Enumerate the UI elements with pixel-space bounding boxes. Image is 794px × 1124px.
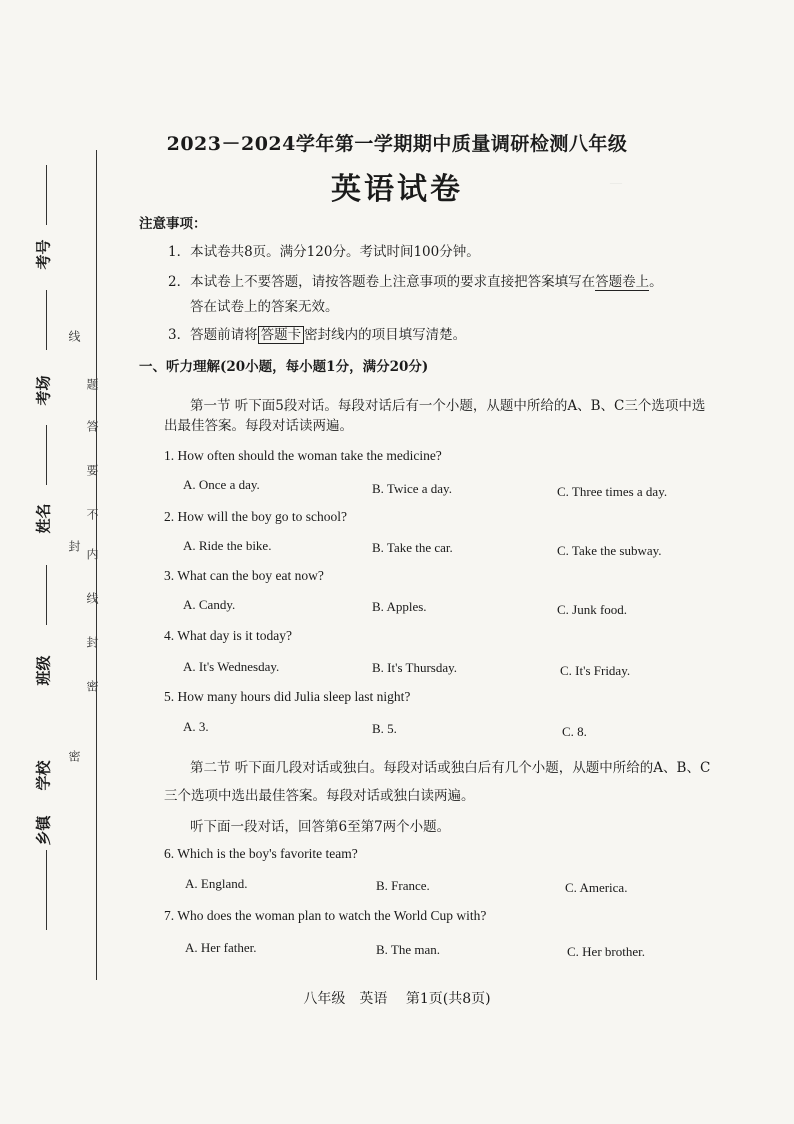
seal-word: 答 [85, 420, 99, 432]
note-item-3-text: 3．答题前请将 [168, 327, 258, 343]
seal-word: 密 [85, 680, 99, 692]
option-c: C. It's Friday. [560, 663, 631, 678]
part1-instructions-2: 出最佳答案。每段对话读两遍。 [164, 418, 353, 434]
label-xiangzhen: 乡镇 [34, 815, 53, 846]
part2-instructions-2: 三个选项中选出最佳答案。每段对话或独白读两遍。 [164, 788, 475, 804]
option-a: A. Her father. [185, 940, 257, 955]
question-stem: 5. How many hours did Julia sleep last night? [164, 689, 411, 704]
label-banji: 班级 [34, 655, 53, 686]
note-item-2-underlined: 答题卷上 [595, 274, 650, 290]
seal-word: 要 [85, 464, 99, 476]
question-stem: 6. Which is the boy's favorite team? [164, 846, 358, 861]
option-c: C. Her brother. [567, 944, 645, 959]
option-b: B. Twice a day. [372, 481, 452, 496]
note-item-1: 1．本试卷共8页。满分120分。考试时间100分钟。 [168, 244, 480, 260]
kaochang-blank [46, 290, 47, 350]
note-item-2 [168, 270, 663, 290]
option-b: B. 5. [372, 721, 397, 736]
exam-subject-title: 英语试卷 [331, 172, 463, 207]
option-b: B. Take the car. [372, 540, 453, 555]
seal-word: 不 [85, 508, 99, 520]
answer-card-box: 答题卡 [258, 326, 305, 344]
seal-word: 题 [85, 378, 99, 390]
binding-line [96, 150, 97, 980]
option-c: C. Take the subway. [557, 543, 662, 558]
xingming-blank [46, 425, 47, 485]
option-c: C. Junk food. [557, 602, 628, 617]
note-item-2-text: 2．本试卷上不要答题，请按答题卷上注意事项的要求直接把答案填写在 [168, 274, 596, 290]
xiangzhen-blank [46, 850, 47, 930]
note-item-2-end: 。 [649, 274, 663, 290]
note-item-3-end: 密封线内的项目填写清楚。 [304, 327, 467, 343]
exam-title: 2023－2024学年第一学期期中质量调研检测八年级 [166, 133, 628, 155]
question-stem: 1. How often should the woman take the medicine? [164, 448, 442, 463]
label-kaohao: 考号 [34, 239, 53, 270]
seal-word: 线 [85, 592, 99, 604]
option-c: C. America. [565, 880, 628, 895]
question-stem: 7. Who does the woman plan to watch the World Cup with? [164, 908, 487, 923]
section-heading: 一、听力理解(20小题，每小题1分，满分20分) [139, 359, 429, 375]
seal-word: 线 [67, 330, 81, 342]
note-item-2-line2: 答在试卷上的答案无效。 [190, 299, 339, 315]
option-c: C. Three times a day. [557, 484, 668, 499]
option-b: B. France. [376, 878, 430, 893]
option-a: A. England. [185, 876, 248, 891]
part2-intro: 听下面一段对话，回答第6至第7两个小题。 [190, 819, 451, 835]
page-footer: 八年级 英语 第1页(共8页) [303, 991, 491, 1007]
question-stem: 3. What can the boy eat now? [164, 568, 324, 583]
part2-instructions: 第二节 听下面几段对话或独白。每段对话或独白后有几个小题，从题中所给的A、B、C [190, 760, 711, 776]
note-item-3 [168, 323, 466, 343]
seal-word: 封 [85, 636, 99, 648]
option-b: B. It's Thursday. [372, 660, 458, 675]
label-xingming: 姓名 [34, 503, 53, 534]
question-stem: 2. How will the boy go to school? [164, 509, 347, 524]
part1-instructions: 第一节 听下面5段对话。每段对话后有一个小题，从题中所给的A、B、C三个选项中选 [190, 398, 706, 414]
banji-blank [46, 565, 47, 625]
option-c: C. 8. [562, 724, 587, 739]
label-kaochang: 考场 [34, 375, 53, 406]
seal-word: 密 [67, 750, 81, 762]
option-b: B. The man. [376, 942, 441, 957]
option-a: A. Once a day. [183, 477, 260, 492]
bleed-through-text: — [610, 175, 622, 189]
seal-word: 封 [67, 540, 81, 552]
option-a: A. Candy. [183, 597, 236, 612]
question-stem: 4. What day is it today? [164, 628, 292, 643]
option-b: B. Apples. [372, 599, 427, 614]
notes-heading: 注意事项： [139, 216, 207, 232]
label-xuexiao: 学校 [34, 760, 53, 791]
option-a: A. 3. [183, 719, 209, 734]
option-a: A. Ride the bike. [183, 538, 272, 553]
option-a: A. It's Wednesday. [183, 659, 280, 674]
seal-word: 内 [85, 548, 99, 560]
